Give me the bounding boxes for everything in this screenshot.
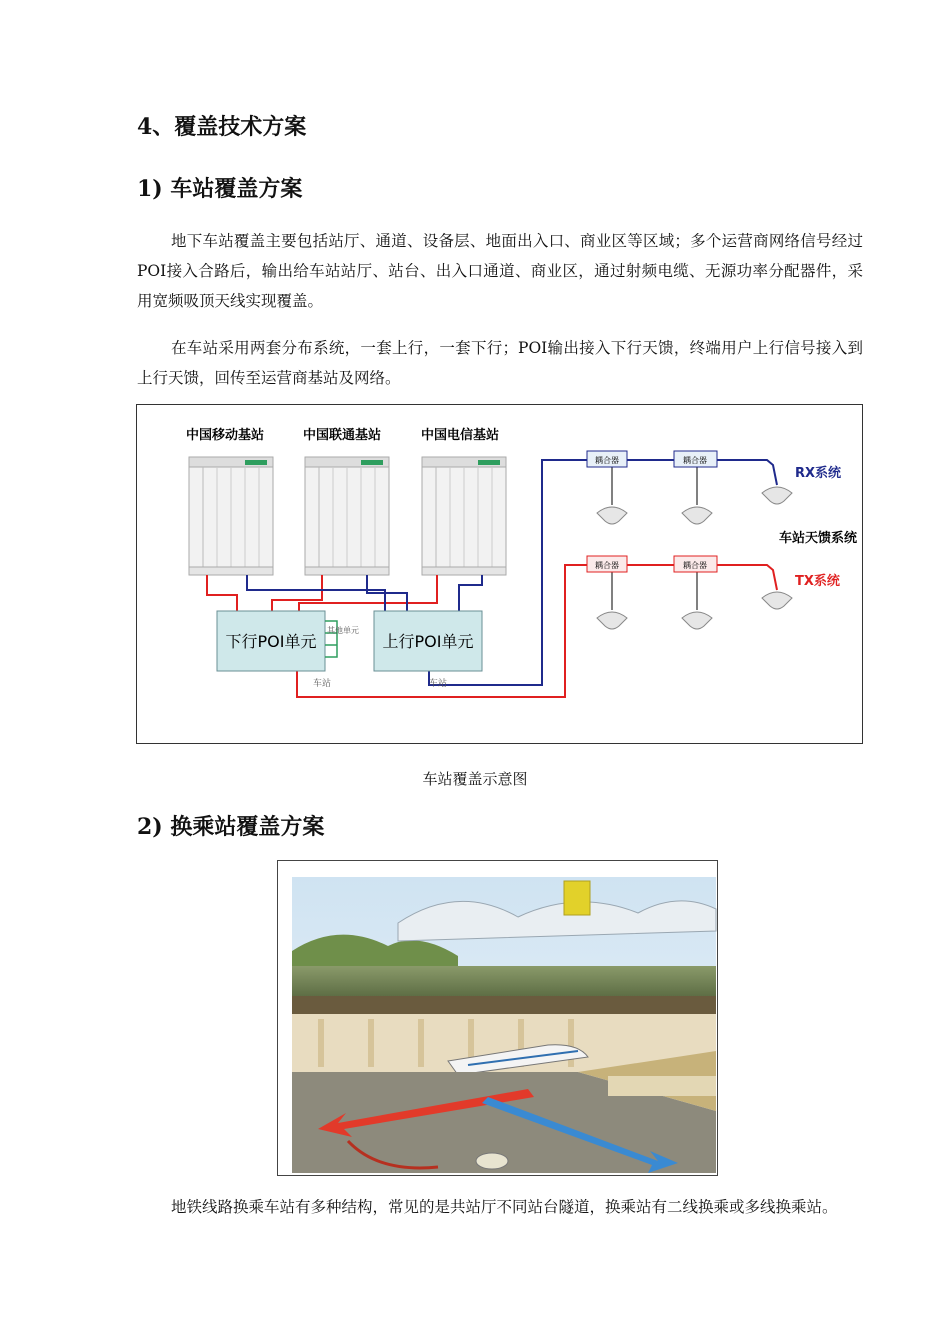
rx-antennas [597, 487, 792, 524]
uplink-poi-label: 上行POI单元 [382, 632, 474, 651]
tx-antennas [597, 592, 792, 629]
bs-cabinet-unicom [305, 457, 389, 575]
bs-cabinet-telecom [422, 457, 506, 575]
tx-system-label: TX系统 [795, 574, 840, 589]
section-title-transfer: 2) 换乘站覆盖方案 [137, 814, 325, 840]
page-heading: 4、覆盖技术方案 [137, 114, 307, 140]
bs-unicom-label: 中国联通基站 [302, 428, 382, 443]
transfer-station-illustration [277, 860, 718, 1176]
station-coverage-diagram [136, 404, 863, 744]
rx-coupler-2-label: 耦合器 [683, 456, 707, 465]
paragraph-station-coverage: 地下车站覆盖主要包括站厅、通道、设备层、地面出入口、商业区等区域；多个运营商网络信号经过POI接入合路后，输出给车站站厅、站台、出入口通道、商业区，通过射频电缆、无源功率分配器件，采用宽频吸顶天线实现覆盖。 [137, 232, 863, 310]
tx-coupler-1-label: 耦合器 [595, 561, 619, 570]
paragraph-transfer-station: 地铁线路换乘车站有多种结构，常见的是共站厅不同站台隧道，换乘站有二线换乘或多线换乘站。 [171, 1198, 838, 1216]
station-label-b: 车站 [429, 679, 448, 689]
rx-system-label: RX系统 [795, 466, 842, 481]
station-label-a: 车站 [313, 679, 332, 689]
downlink-poi-label: 下行POI单元 [225, 632, 317, 651]
section-title-station: 1) 车站覆盖方案 [137, 176, 303, 202]
rx-coupler-1-label: 耦合器 [595, 456, 619, 465]
paragraph-distribution-system: 在车站采用两套分布系统，一套上行，一套下行；POI输出接入下行天馈，终端用户上行信号接入到上行天馈，回传至运营商基站及网络。 [137, 339, 863, 387]
bs-telecom-label: 中国电信基站 [420, 428, 500, 443]
bs-mobile-label: 中国移动基站 [185, 428, 265, 443]
figure-caption-station: 车站覆盖示意图 [422, 770, 528, 788]
tx-coupler-2-label: 耦合器 [683, 561, 707, 570]
antenna-system-label: 车站天馈系统 [779, 531, 858, 546]
other-unit-label: 其他单元 [327, 626, 359, 635]
bs-cabinet-mobile [189, 457, 273, 575]
